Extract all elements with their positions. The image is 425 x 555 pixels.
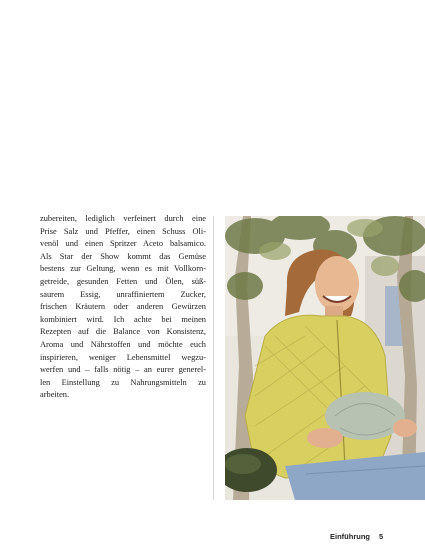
text-line: kombiniert wird. Ich achte bei meinen — [40, 314, 206, 324]
text-line: bestens zur Geltung, wenn es mit Vollkorn- — [40, 264, 206, 274]
page-footer — [0, 532, 425, 544]
column-divider — [213, 216, 214, 500]
text-line: werfen und – falls nötig – an eurer generel- — [40, 365, 206, 375]
text-line: getreide, gesunden Fetten und Ölen, süß- — [40, 276, 206, 286]
text-line: inspirieren, weniger Lebensmittel wegzu- — [40, 352, 206, 362]
text-line: Als Star der Show kommt das Gemüse — [40, 251, 206, 261]
portrait-photo — [225, 216, 425, 500]
text-line: venöl und einen Spritzer Aceto balsamico. — [40, 239, 206, 249]
text-line: zubereiten, lediglich verfeinert durch eine — [40, 214, 206, 223]
footer-section-title: Einführung — [330, 532, 370, 541]
text-line: saurem Essig, unraffiniertem Zucker, — [40, 289, 206, 299]
text-line: arbeiten. — [40, 390, 70, 400]
text-line: Aroma und Nährstoffen und möchte euch — [40, 339, 206, 349]
text-line: Prise Salz und Pfeffer, einen Schuss Oli- — [40, 226, 206, 236]
text-line: frischen Kräutern oder anderen Gewürzen — [40, 302, 206, 312]
page-number: 5 — [379, 532, 384, 541]
body-text — [40, 213, 206, 402]
text-line: Rezepten auf die Balance von Konsistenz, — [40, 327, 206, 337]
text-line: len Einstellung zu Nahrungsmitteln zu — [40, 377, 206, 387]
